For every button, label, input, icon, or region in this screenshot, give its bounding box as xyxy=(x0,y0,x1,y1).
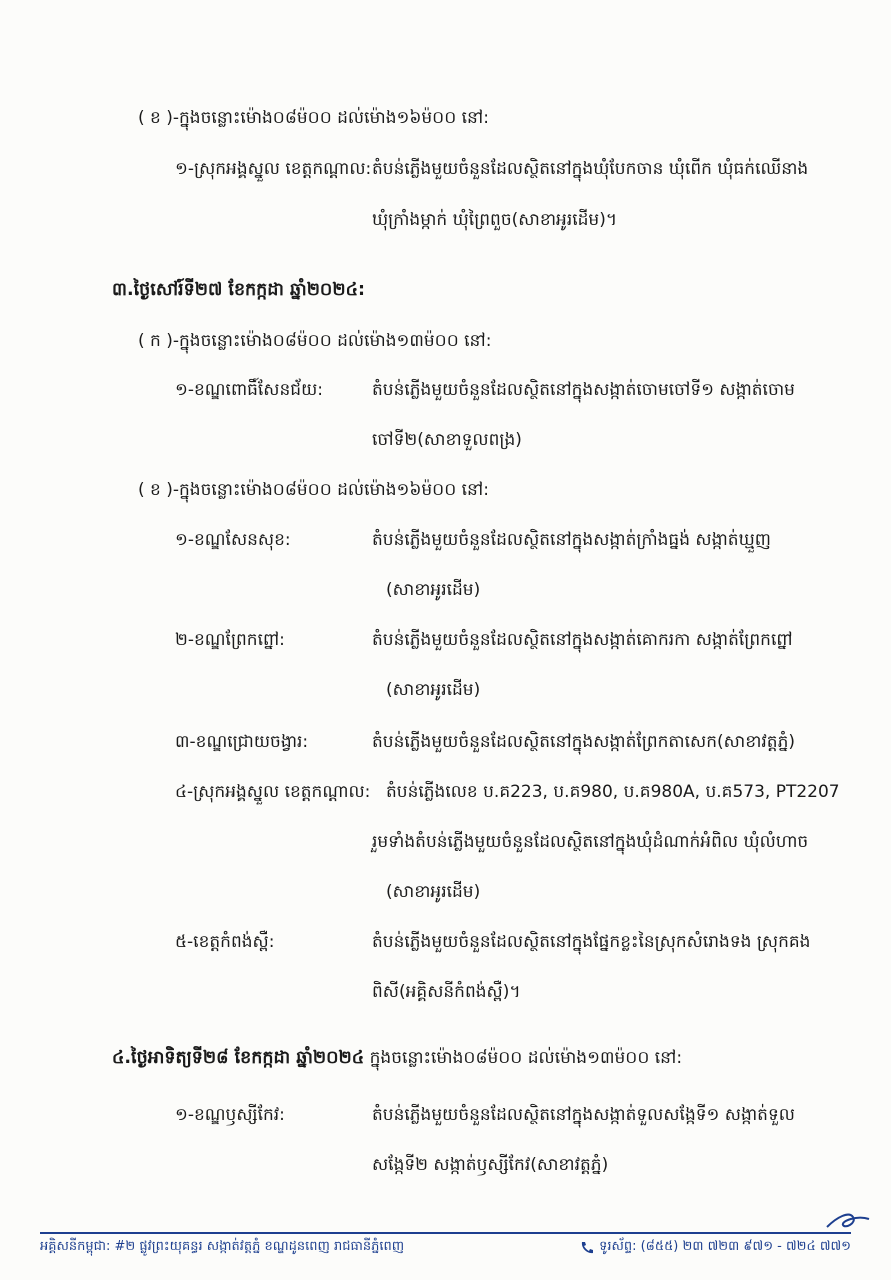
item-desc: (សាខាអូរដើម) xyxy=(386,580,481,600)
item-desc: តំបន់ភ្លើងមួយចំនួនដែលស្ថិតនៅក្នុងឃុំបែកចាន ឃុំពើក ឃុំធក់ឈើនាង xyxy=(372,159,809,179)
item-desc: ចៅទី២(សាខាទួលពង្រ) xyxy=(372,430,522,450)
day-heading-4-date: ៤.ថ្ងៃអាទិត្យទី២៨ ខែកក្កដា ឆ្នាំ២០២៤ xyxy=(112,1048,365,1068)
item-label: ១-ខណ្ឌពោធិ៍សែនជ័យ: xyxy=(175,380,323,400)
day-heading-4-period: ក្នុងចន្លោះម៉ោង០៨ម៉០០ ដល់ម៉ោង១៣ម៉០០ នៅ: xyxy=(364,1048,683,1068)
item-desc: (សាខាអូរដើម) xyxy=(386,882,481,902)
item-desc: តំបន់ភ្លើងមួយចំនួនដែលស្ថិតនៅក្នុងសង្កាត់គោករកា សង្កាត់ព្រែកព្នៅ xyxy=(372,630,793,650)
item-desc: រួមទាំងតំបន់ភ្លើងមួយចំនួនដែលស្ថិតនៅក្នុងឃុំដំណាក់អំពិល ឃុំលំហាច xyxy=(372,832,809,852)
item-desc: ឃុំក្រាំងម្កាក់ ឃុំព្រៃពួច(សាខាអូរដើម)។ xyxy=(372,210,618,230)
item-desc: តំបន់ភ្លើងមួយចំនួនដែលស្ថិតនៅក្នុងសង្កាត់ព្រែកតាសេក(សាខាវត្តភ្នំ) xyxy=(372,732,795,752)
footer-address: អគ្គិសនីកម្ពុជា: #២ ផ្លូវព្រះយុគន្ធរ សង្កាត់វត្តភ្នំ ខណ្ឌដូនពេញ រាជធានីភ្នំពេញ xyxy=(40,1239,405,1254)
item-desc: តំបន់ភ្លើងលេខ ប.គ223, ប.គ980, ប.គ980A, ប.គ573, PT2207 xyxy=(386,782,840,802)
item-label: ៤-ស្រុកអង្គស្នួល ខេត្តកណ្តាល: xyxy=(175,782,371,802)
day-heading-3: ៣.ថ្ងៃសៅរ៍ទី២៧ ខែកក្កដា ឆ្នាំ២០២៤: xyxy=(112,280,365,300)
signature-mark xyxy=(823,1205,873,1235)
item-desc: តំបន់ភ្លើងមួយចំនួនដែលស្ថិតនៅក្នុងសង្កាត់ចោមចៅទី១ សង្កាត់ចោម xyxy=(372,380,795,400)
sub-period-ka: ( ក )-ក្នុងចន្លោះម៉ោង០៨ម៉០០ ដល់ម៉ោង១៣ម៉០០ នៅ: xyxy=(138,331,492,351)
footer-contact xyxy=(579,1238,851,1257)
item-label: ៥-ខេត្តកំពង់ស្ពឺ: xyxy=(175,932,275,952)
sub-period-kha-1: ( ខ )-ក្នុងចន្លោះម៉ោង០៨ម៉០០ ដល់ម៉ោង១៦ម៉០០ នៅ: xyxy=(138,108,489,128)
item-desc: តំបន់ភ្លើងមួយចំនួនដែលស្ថិតនៅក្នុងសង្កាត់ទួលសង្កែទី១ សង្កាត់ទួល xyxy=(372,1105,795,1125)
item-label: ១-ខណ្ឌសែនសុខ: xyxy=(175,530,291,550)
footer-divider xyxy=(40,1232,851,1234)
item-label: ១-ស្រុកអង្គស្នួល ខេត្តកណ្តាល: xyxy=(175,159,372,179)
phone-icon xyxy=(579,1240,595,1256)
item-label: ២-ខណ្ឌព្រែកព្នៅ: xyxy=(175,630,285,650)
item-label: ៣-ខណ្ឌជ្រោយចង្វារ: xyxy=(175,732,309,752)
page-footer xyxy=(40,1232,851,1262)
item-desc: តំបន់ភ្លើងមួយចំនួនដែលស្ថិតនៅក្នុងសង្កាត់ក្រាំងធ្នង់ សង្កាត់ឃ្មួញ xyxy=(372,530,771,550)
footer-phone: ទូរស័ព្ទ: (៨៥៥) ២៣ ៧២៣ ៩៧១ - ៧២៤ ៧៧១ xyxy=(599,1239,851,1254)
item-desc: (សាខាអូរដើម) xyxy=(386,680,481,700)
item-desc: សង្កែទី២ សង្កាត់ឫស្សីកែវ(សាខាវត្តភ្នំ) xyxy=(372,1155,609,1175)
item-desc: ពិសី(អគ្គិសនីកំពង់ស្ពឺ)។ xyxy=(372,982,521,1002)
day-heading-4 xyxy=(112,1046,682,1070)
sub-period-kha-2: ( ខ )-ក្នុងចន្លោះម៉ោង០៨ម៉០០ ដល់ម៉ោង១៦ម៉០០ នៅ: xyxy=(138,480,489,500)
item-desc: តំបន់ភ្លើងមួយចំនួនដែលស្ថិតនៅក្នុងផ្នែកខ្លះនៃស្រុកសំរោងទង ស្រុកគង xyxy=(372,932,811,952)
item-label: ១-ខណ្ឌឫស្សីកែវ: xyxy=(175,1105,285,1125)
